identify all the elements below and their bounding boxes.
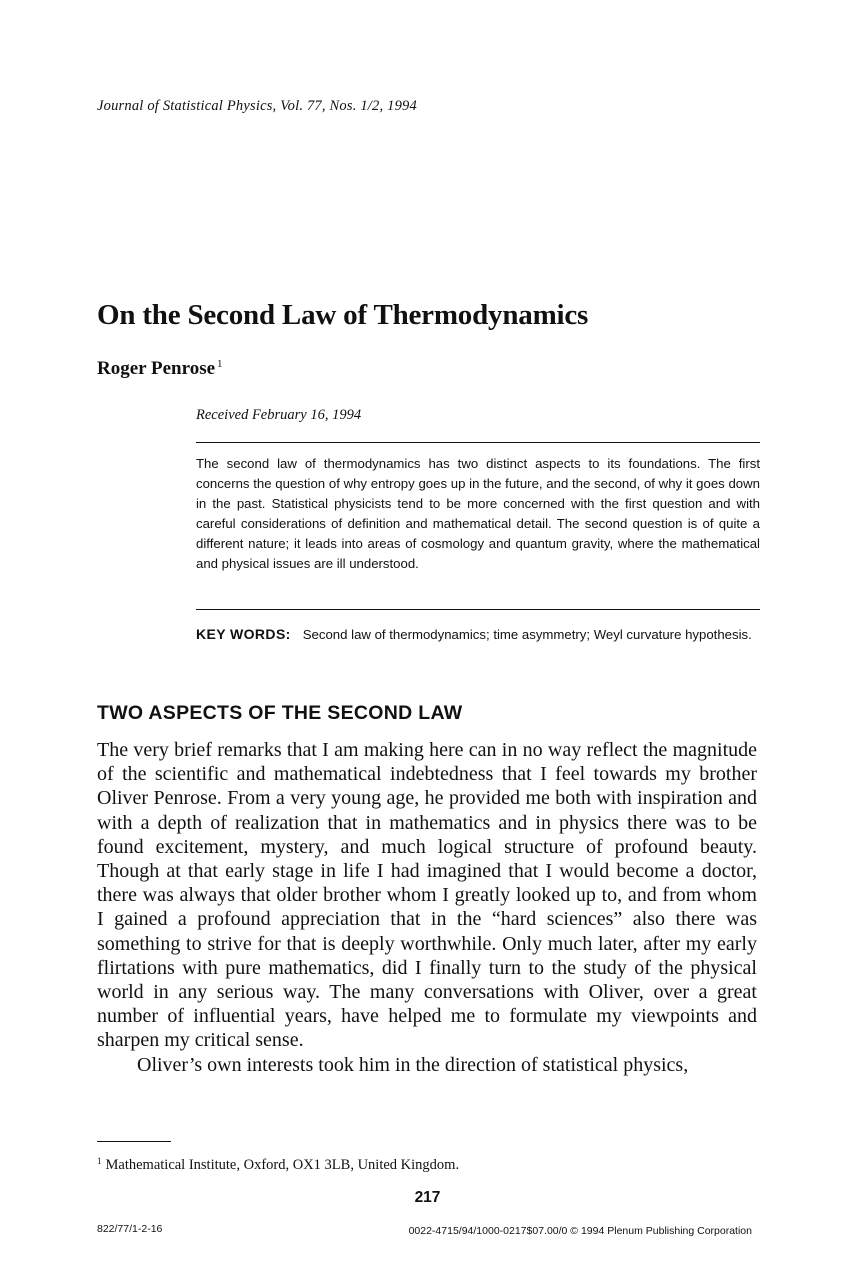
body-text xyxy=(97,738,757,1077)
keywords-text: Second law of thermodynamics; time asymmetry; Weyl curvature hypothesis. xyxy=(302,627,752,642)
keywords xyxy=(196,624,760,645)
article-title: On the Second Law of Thermodynamics xyxy=(97,299,589,331)
body-paragraph: The very brief remarks that I am making here can in no way reflect the magnitude of the scientific and mathematical indebtedness that I feel towards my brother Oliver Penrose. From a very young age, he provided me both with inspiration and with a depth of realization that in mathematics and in physics there was to be found excitement, mystery, and much logical structure of profound beauty. Though at that early stage in life I had imagined that I would become a doctor, there was always that older brother whom I greatly looked up to, and from whom I gained a profound appreciation that in the “hard sciences” also there was something to strive for that is deeply worthwhile. Only much later, after my early flirtations with pure mathematics, did I finally turn to the study of the physical world in any serious way. The many conversations with Oliver, over a great number of influential years, have helped me to formulate my viewpoints and sharpen my critical sense. xyxy=(97,739,757,1052)
author-footnote-mark: 1 xyxy=(217,358,223,370)
footnote-text: Mathematical Institute, Oxford, OX1 3LB, United Kingdom. xyxy=(105,1157,460,1173)
abstract: The second law of thermodynamics has two distinct aspects to its foundations. The first concerns the question of why entropy goes up in the future, and the second, of why it goes down in the past. Statistical physicists tend to be more concerned with the first question and with careful considerations of definition and mathematical detail. The second question is of quite a different nature; it leads into areas of cosmology and quantum gravity, where the mathematical and physical issues are ill understood. xyxy=(196,456,760,571)
abstract-top-rule xyxy=(196,442,760,443)
journal-citation: Journal of Statistical Physics, Vol. 77, Nos. 1/2, 1994 xyxy=(97,98,417,114)
document-code: 822/77/1-2-16 xyxy=(97,1223,163,1235)
copyright-line: 0022-4715/94/1000-0217$07.00/0 © 1994 Plenum Publishing Corporation xyxy=(408,1225,752,1237)
footnote-rule xyxy=(97,1141,171,1142)
section-heading: TWO ASPECTS OF THE SECOND LAW xyxy=(97,702,463,724)
received-date: Received February 16, 1994 xyxy=(196,407,362,423)
footnote-mark: 1 xyxy=(97,1156,102,1166)
author-line xyxy=(97,358,223,380)
author-name: Roger Penrose xyxy=(97,358,216,379)
abstract-bottom-rule xyxy=(196,609,760,610)
page-number: 217 xyxy=(414,1189,441,1206)
body-paragraph: Oliver’s own interests took him in the direction of statistical physics, xyxy=(137,1053,689,1076)
keywords-label: KEY WORDS: xyxy=(196,626,291,642)
footnote xyxy=(97,1156,459,1174)
